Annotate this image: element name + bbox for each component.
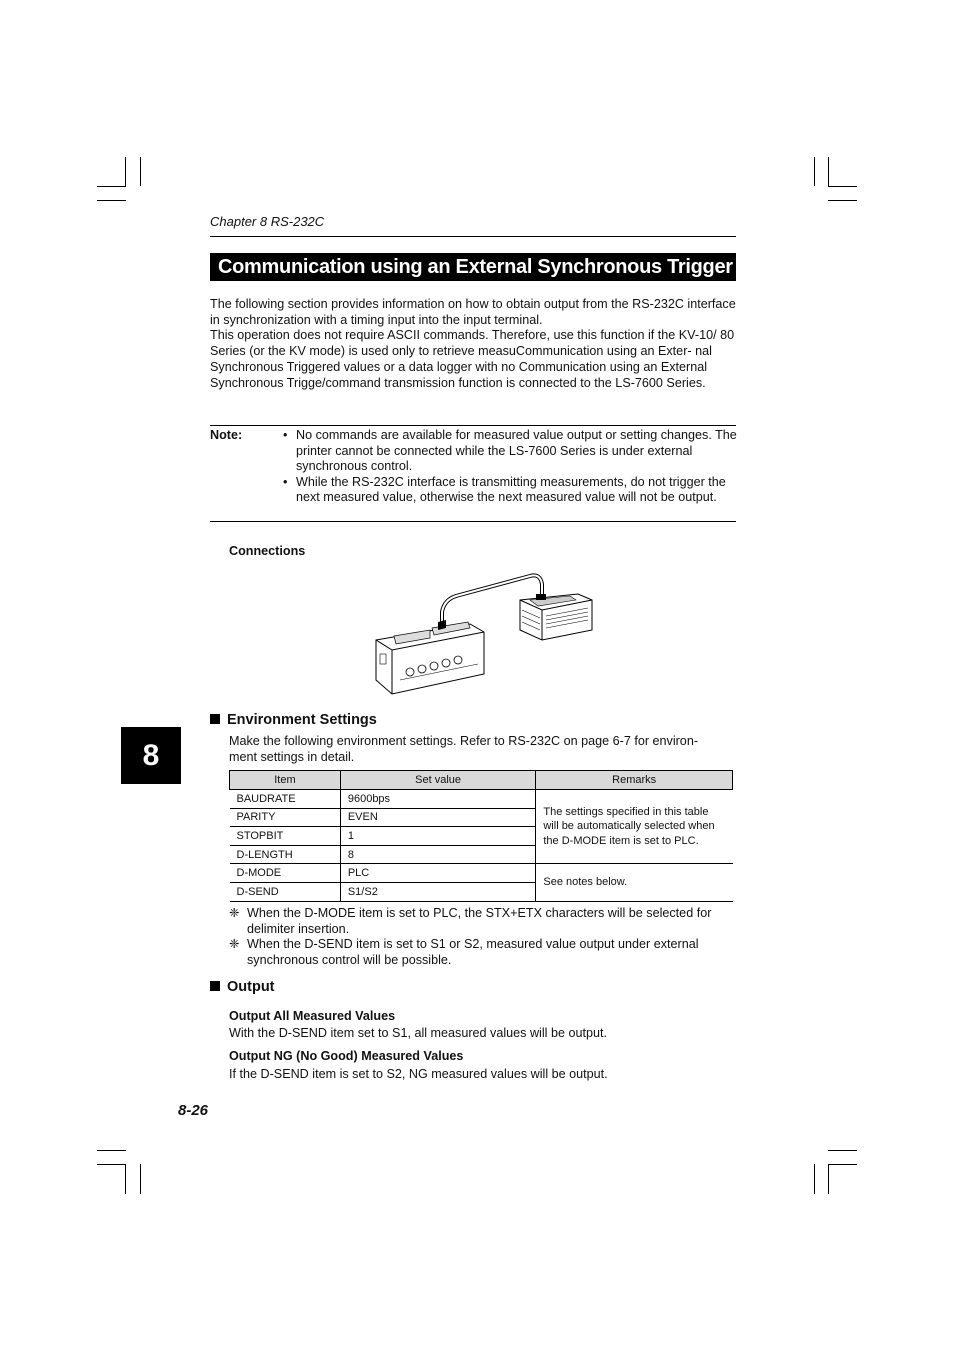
note-item-text: While the RS-232C interface is transmitting measurements, do not trigger the next measured value, otherwise the next measured value will not be output. [296, 474, 726, 505]
table-header-cell: Remarks [536, 771, 733, 790]
footnote-item [229, 906, 734, 937]
output-ng-text: If the D-SEND item is set to S2, NG measured values will be output. [229, 1067, 608, 1081]
crop-mark [814, 157, 815, 186]
table-header-cell: Set value [340, 771, 536, 790]
crop-mark [828, 200, 857, 201]
footnote-mark-icon: ❈ [229, 937, 240, 952]
note-bottom-rule [210, 521, 736, 522]
output-all-text: With the D-SEND item set to S1, all measured values will be output. [229, 1026, 607, 1040]
header-rule [210, 236, 736, 237]
env-settings-text: Make the following environment settings. Refer to RS-232C on page 6-7 for environ- ment settings in detail. [229, 734, 699, 764]
crop-mark [97, 186, 126, 187]
chapter-tab: 8 [121, 727, 181, 784]
note-item [283, 428, 739, 475]
env-settings-heading-text: Environment Settings [227, 712, 377, 728]
crop-mark [814, 1164, 815, 1194]
note-item [283, 475, 739, 506]
chapter-header: Chapter 8 RS-232C [210, 214, 325, 229]
intro-paragraph-1: The following section provides information on how to obtain output from the RS-232C interface in synchronization with a timing input into the input terminal. [210, 297, 736, 327]
remarks-cell: The settings specified in this table will be automatically selected when the D-MODE item is set to PLC. [536, 790, 733, 864]
item-cell: PARITY [230, 808, 341, 827]
item-cell: D-MODE [230, 864, 341, 883]
crop-mark [828, 186, 857, 187]
note-top-rule [210, 425, 736, 426]
crop-mark [97, 1164, 126, 1165]
controller-unit-icon [376, 620, 484, 694]
env-settings-table [229, 770, 733, 902]
note-label: Note: [210, 428, 243, 442]
value-cell: EVEN [340, 808, 536, 827]
connections-heading: Connections [229, 544, 306, 558]
square-bullet-icon [210, 714, 220, 724]
value-cell: 8 [340, 845, 536, 864]
page-number: 8-26 [178, 1102, 209, 1119]
note-list [283, 428, 739, 506]
intro-text [210, 297, 740, 391]
bullet: • [283, 428, 288, 442]
item-cell: STOPBIT [230, 827, 341, 846]
crop-mark [828, 157, 829, 186]
note-item-text: No commands are available for measured value output or setting changes. The printer cannot be connected while the LS-7600 Series is under external synchronous control. [296, 428, 737, 474]
footnote-text: When the D-SEND item is set to S1 or S2, measured value output under external synchronous control will be possible. [247, 937, 699, 967]
output-ng-heading: Output NG (No Good) Measured Values [229, 1049, 464, 1063]
item-cell: D-SEND [230, 882, 341, 901]
page-title: Communication using an External Synchronous Trigger [210, 253, 736, 281]
table-row [230, 864, 733, 883]
output-all-heading: Output All Measured Values [229, 1009, 396, 1023]
crop-mark [125, 157, 126, 186]
footnotes [229, 906, 734, 968]
crop-mark [828, 1164, 857, 1165]
bullet: • [283, 474, 288, 489]
item-cell: D-LENGTH [230, 845, 341, 864]
output-heading [210, 979, 275, 995]
footnote-item [229, 937, 734, 968]
value-cell: S1/S2 [340, 882, 536, 901]
crop-mark [97, 1150, 126, 1151]
crop-mark [828, 1164, 829, 1194]
table-header-cell: Item [230, 771, 341, 790]
crop-mark [97, 200, 126, 201]
crop-mark [828, 1150, 857, 1151]
square-bullet-icon [210, 981, 220, 991]
sensor-unit-icon [520, 594, 592, 640]
intro-paragraph-2: This operation does not require ASCII commands. Therefore, use this function if the KV-10/ 80 Series (or the KV mode) is used only to retrieve measuCommunication using an Exter- nal Synchronous Triggered values or a data logger with no Communication using an External Synchronous Trigge/command transmission function is connected to the LS-7600 Series. [210, 328, 735, 390]
connection-diagram [370, 570, 600, 700]
remarks-cell: See notes below. [536, 864, 733, 901]
table-header-row [230, 771, 733, 790]
footnote-mark-icon: ❈ [229, 906, 240, 920]
item-cell: BAUDRATE [230, 790, 341, 809]
output-heading-text: Output [227, 979, 275, 995]
crop-mark [140, 1164, 141, 1194]
value-cell: 9600bps [340, 790, 536, 809]
value-cell: PLC [340, 864, 536, 883]
env-settings-heading [210, 712, 377, 728]
crop-mark [125, 1164, 126, 1194]
table-row [230, 790, 733, 809]
value-cell: 1 [340, 827, 536, 846]
crop-mark [140, 157, 141, 186]
footnote-text: When the D-MODE item is set to PLC, the STX+ETX characters will be selected for delimiter insertion. [247, 906, 712, 936]
